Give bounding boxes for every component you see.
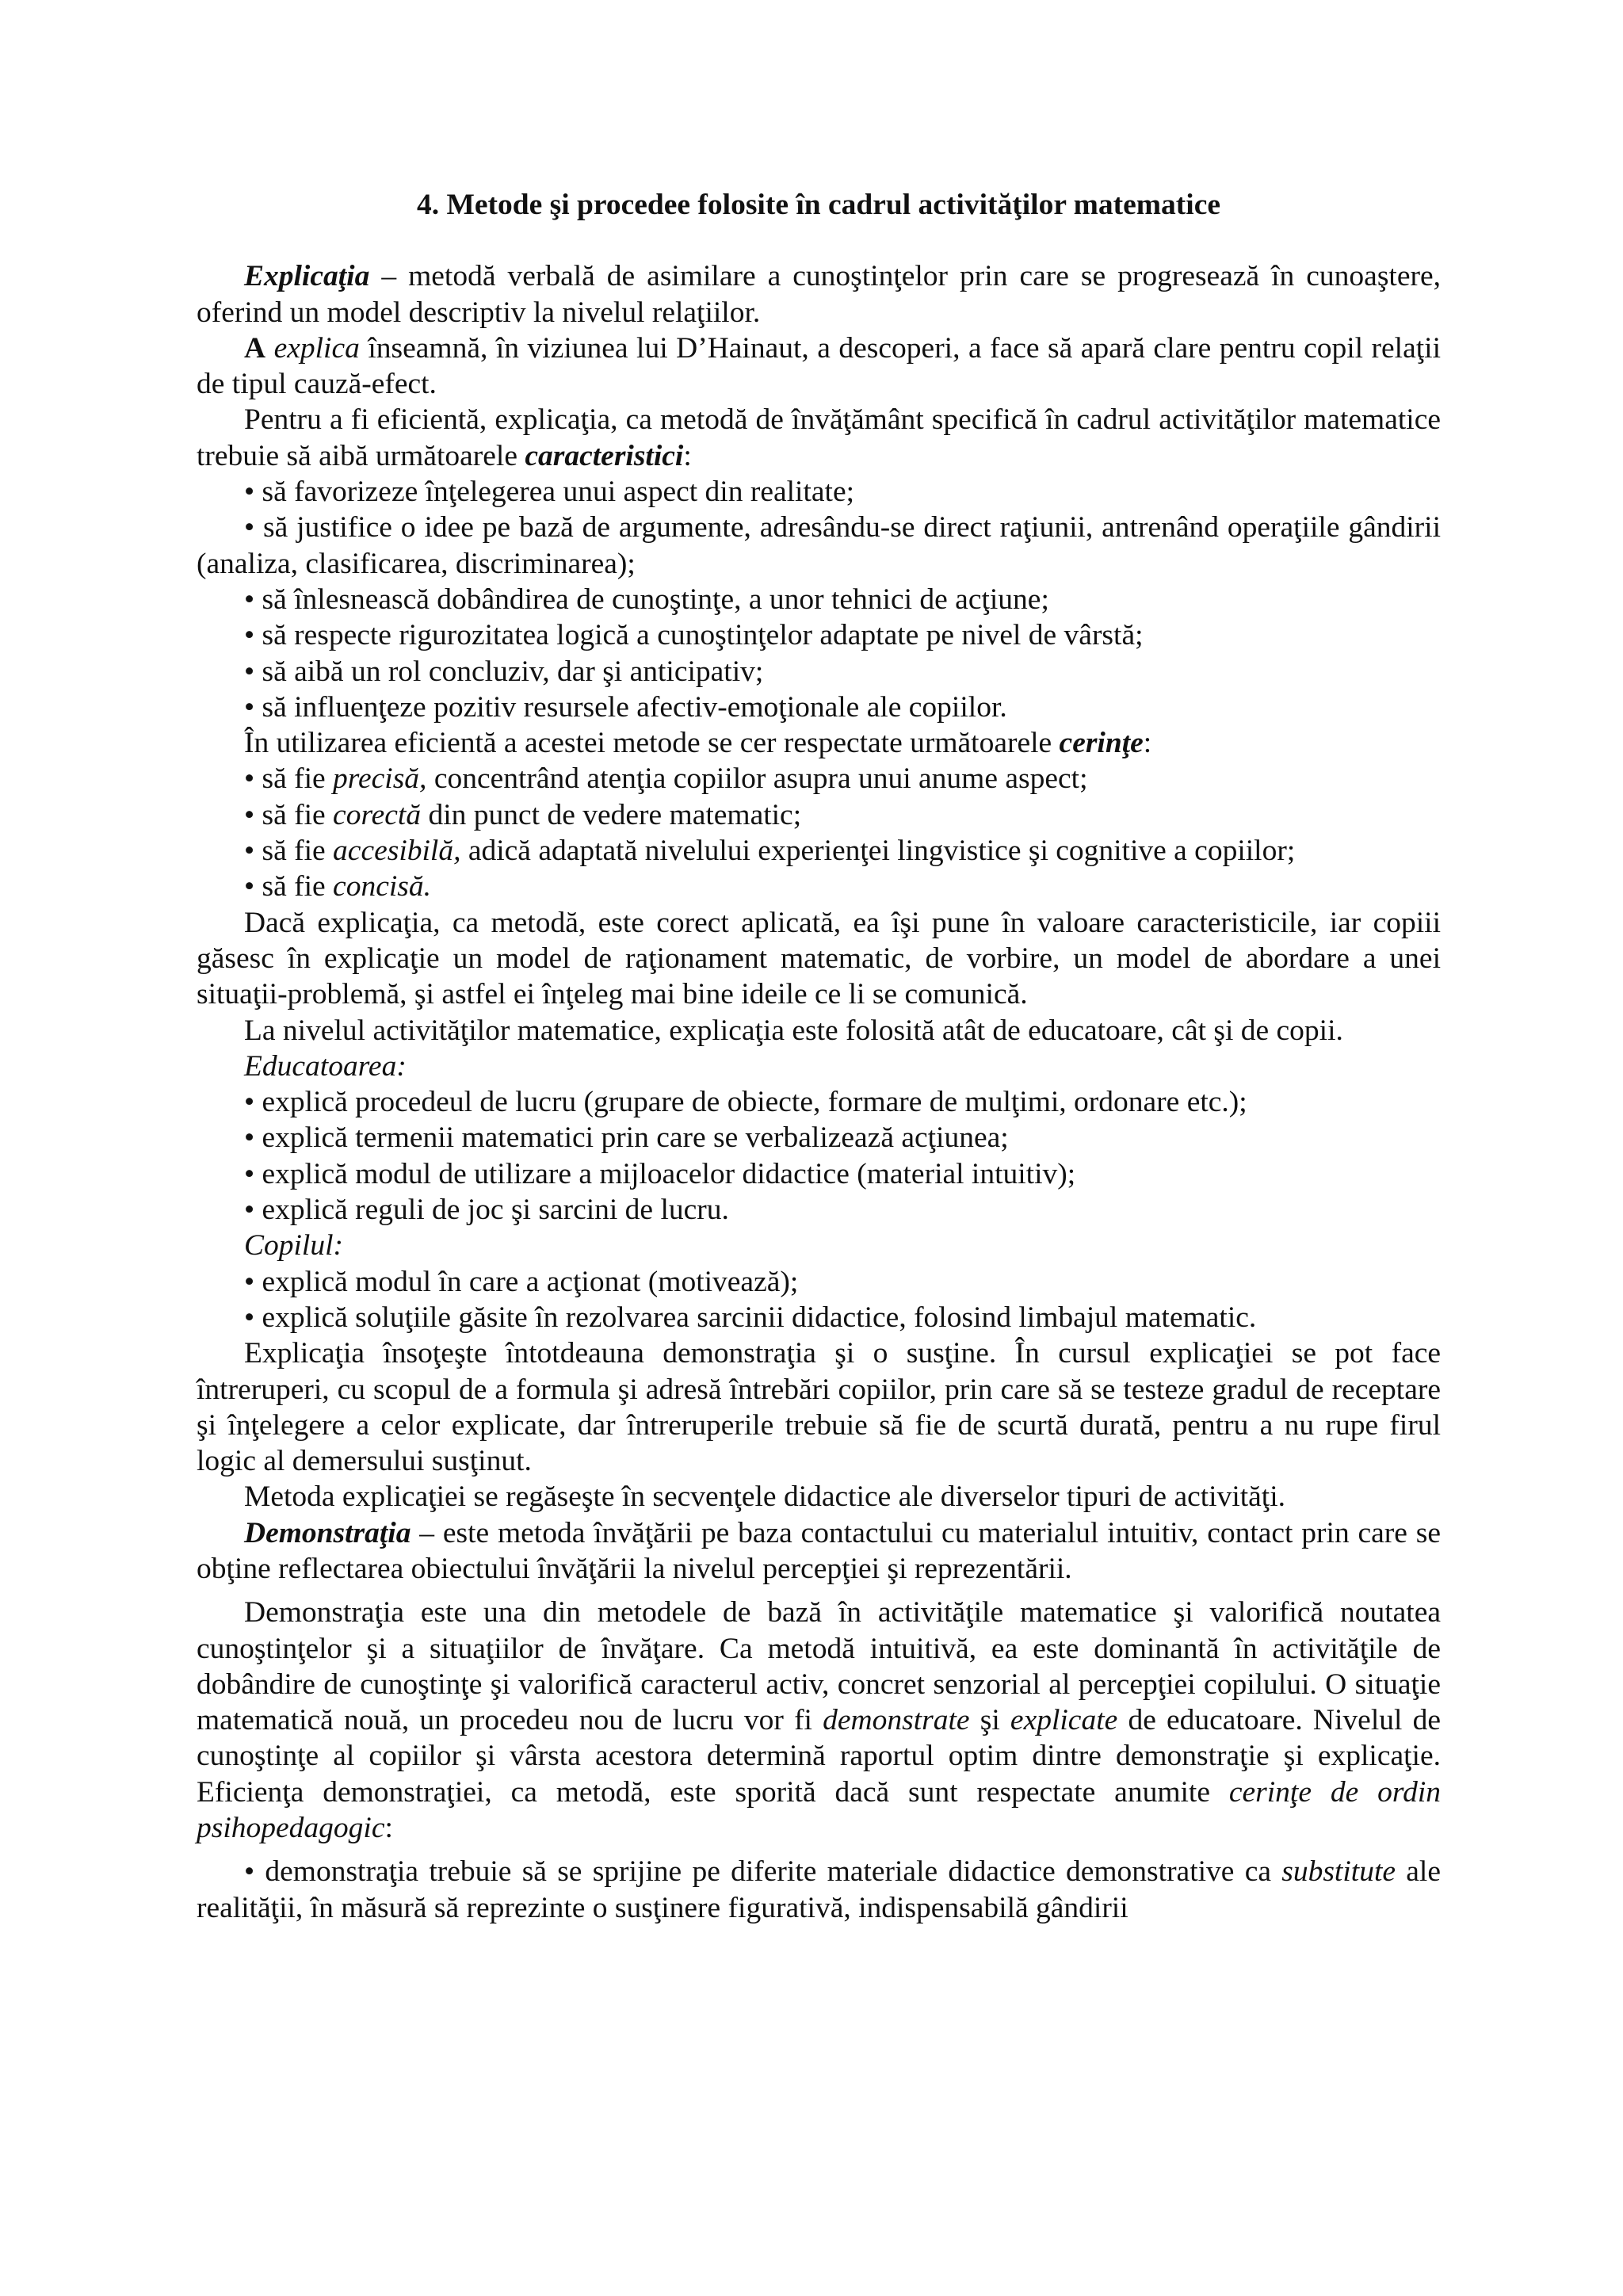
paragraph-demonstratia-definition: Demonstraţia – este metoda învăţării pe baza contactului cu materialul intuitiv, contact prin care se obţine reflectarea obiectului învăţării la nivelul percepţiei şi reprezentării. [197,1516,1441,1585]
list-item: • să fie corectă din punct de vedere matematic; [244,798,802,831]
term-caracteristici: caracteristici [525,439,684,472]
list-item: • explică soluţiile găsite în rezolvarea sarcinii didactice, folosind limbajul matematic. [244,1301,1257,1334]
label-educatoarea: Educatoarea: [244,1049,407,1083]
list-item: • să aibă un rol concluziv, dar şi anticipativ; [244,655,764,688]
paragraph-caracteristici-intro: Pentru a fi eficientă, explicaţia, ca metodă de învăţământ specifică în cadrul activităţilor matematice trebuie să aibă următoarele caracteristici: [197,403,1441,472]
paragraph-metoda: Metoda explicaţiei se regăseşte în secvenţele didactice ale diverselor tipuri de activităţi. [244,1480,1286,1514]
document-page [197,187,1441,1926]
term-cerinte: cerinţe [1059,727,1144,760]
list-item: • să respecte rigurozitatea logică a cunoştinţelor adaptate pe nivel de vârstă; [244,619,1144,652]
paragraph-demonstratia-details: Demonstraţia este una din metodele de bază în activităţile matematice şi valorifică noutatea cunoştinţelor şi a situaţiilor de învăţare. Ca metodă intuitivă, ea este dominantă în activităţile de dobândire de cunoştinţe şi valorifică caracterul activ, concret senzorial al percepţiei copilului. O situaţie matematică nouă, un procedeu nou de lucru vor fi demonstrate şi explicate de educatoare. Nivelul de cunoştinţe al copiilor şi vârsta acestora determină raportul optim dintre demonstraţie şi explicaţie. Eficienţa demonstraţiei, ca metodă, este sporită dacă sunt respectate anumite cerinţe de ordin psihopedagogic: [197,1596,1441,1845]
list-item: • explică termenii matematici prin care se verbalizează acţiunea; [244,1121,1009,1155]
paragraph-nivel: La nivelul activităţilor matematice, explicaţia este folosită atât de educatoare, cât şi de copii. [244,1014,1343,1047]
list-item: • să fie accesibilă, adică adaptată nivelului experienţei lingvistice şi cognitive a copiilor; [244,835,1296,868]
list-item: • explică modul de utilizare a mijloacelor didactice (material intuitiv); [244,1157,1076,1190]
list-item: • demonstraţia trebuie să se sprijine pe diferite materiale didactice demonstrative ca substitute ale realităţii, în măsură să reprezinte o susţinere figurativă, indispensabilă gândirii [197,1855,1441,1924]
list-item: • să fie concisă. [244,870,431,904]
paragraph-insoteste: Explicaţia însoţeşte întotdeauna demonstraţia şi o susţine. În cursul explicaţiei se pot face întreruperi, cu scopul de a formula şi adresă întrebări copiilor, prin care să se testeze gradul de receptare şi înţelegere a celor explicate, dar întreruperile trebuie să fie de scurtă durată, pentru a nu rupe firul logic al demersului susţinut. [197,1337,1441,1478]
label-copilul: Copilul: [244,1229,344,1263]
list-item: • să fie precisă, concentrând atenţia copiilor asupra unui anume aspect; [244,762,1088,796]
list-item: • explică reguli de joc şi sarcini de lucru. [244,1194,729,1227]
term-demonstratia: Demonstraţia [244,1516,411,1549]
paragraph-explicatia-definition: Explicaţia – metodă verbală de asimilare a cunoştinţelor prin care se progresează în cunoaştere, oferind un model descriptiv la nivelul relaţiilor. [197,260,1441,329]
term-explicatia: Explicaţia [244,260,370,293]
paragraph-a-explica: A explica înseamnă, în viziunea lui D’Hainaut, a descoperi, a face să apară clare pentru copil relaţii de tipul cauză-efect. [197,331,1441,401]
paragraph-cerinte-intro: În utilizarea eficientă a acestei metode se cer respectate următoarele cerinţe: [244,727,1152,760]
section-title: 4. Metode şi procedee folosite în cadrul activităţilor matematice [417,189,1220,221]
list-item: • explică modul în care a acţionat (motivează); [244,1265,799,1298]
paragraph-daca: Dacă explicaţia, ca metodă, este corect aplicată, ea îşi pune în valoare caracteristicile, iar copiii găsesc în explicaţie un model de raţionament matematic, de vorbire, un model de abordare a unei situaţii-problemă, şi astfel ei înţeleg mai bine ideile ce li se comunică. [197,906,1441,1011]
list-item: • să influenţeze pozitiv resursele afectiv-emoţionale ale copiilor. [244,690,1007,724]
list-item: • să înlesnească dobândirea de cunoştinţe, a unor tehnici de acţiune; [244,583,1049,616]
list-item: • să favorizeze înţelegerea unui aspect din realitate; [244,476,855,509]
list-item: • să justifice o idee pe bază de argumente, adresându-se direct raţiunii, antrenând operaţiile gândirii (analiza, clasificarea, discriminarea); [197,511,1441,580]
list-item: • explică procedeul de lucru (grupare de obiecte, formare de mulţimi, ordonare etc.); [244,1086,1247,1119]
